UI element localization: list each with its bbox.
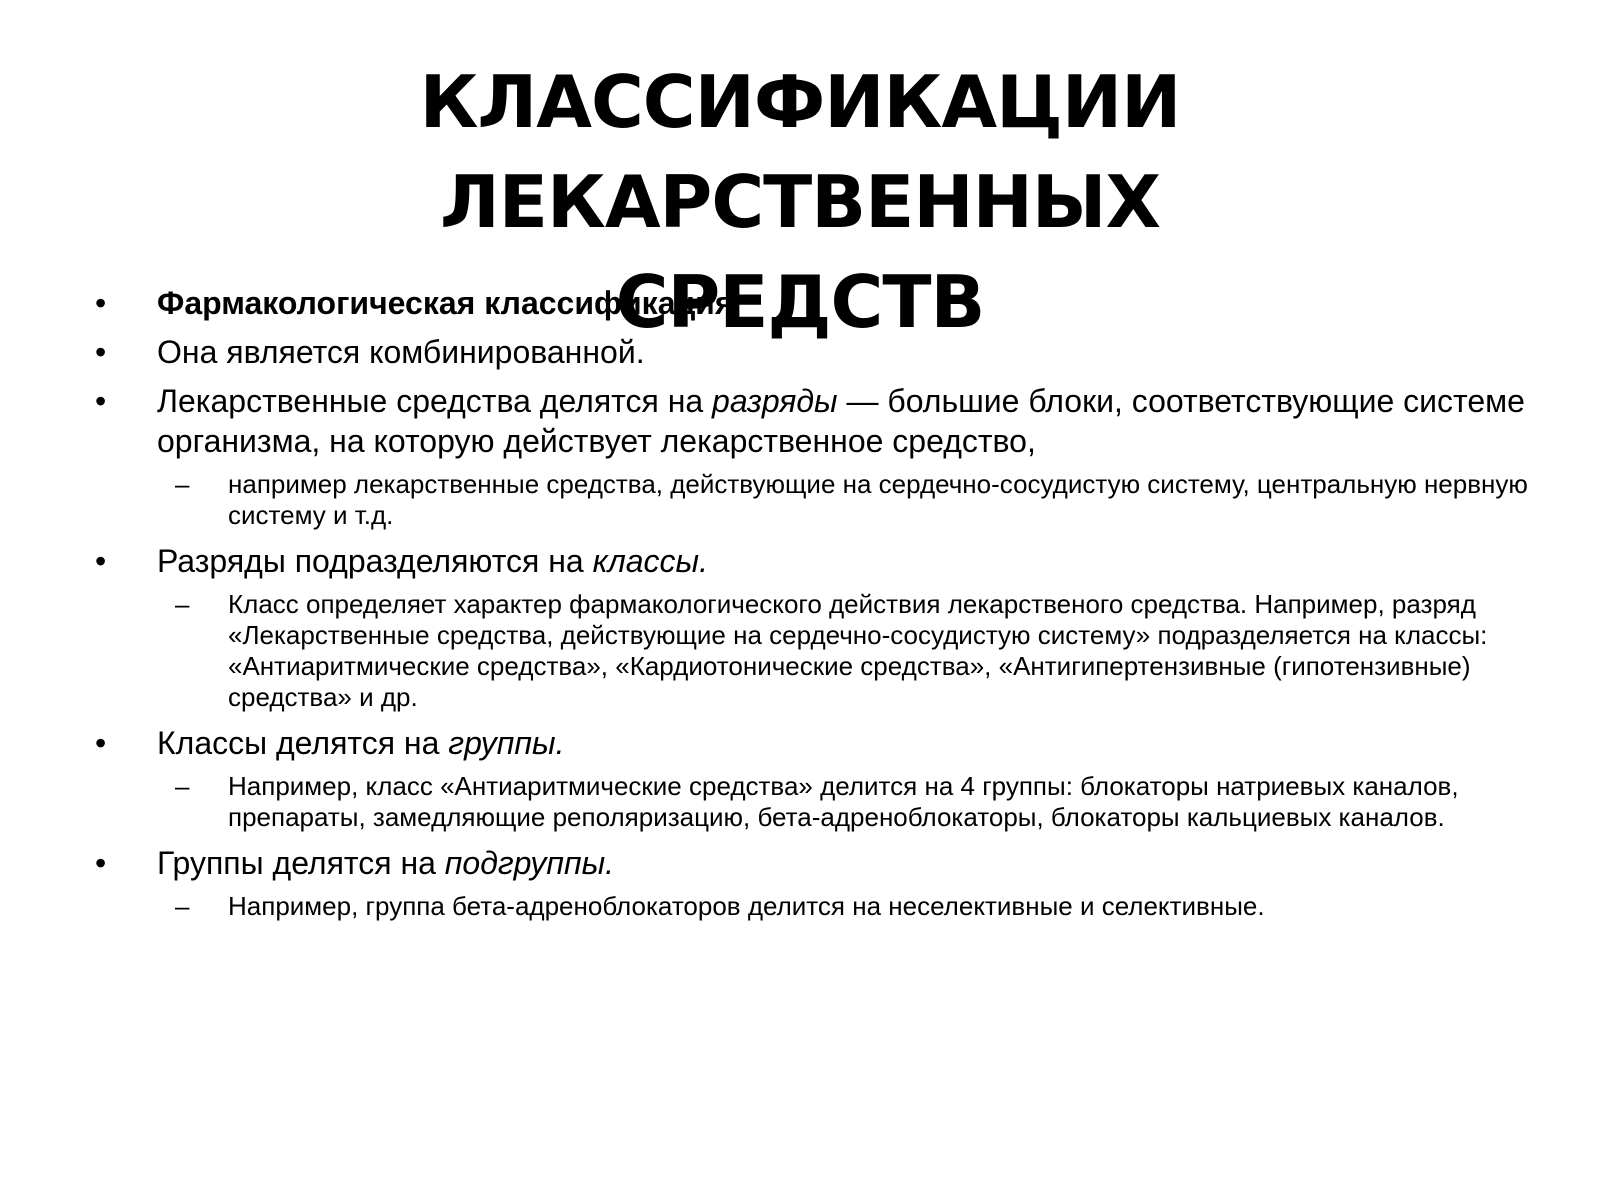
bullet-marker: •: [95, 285, 107, 321]
sub-item: [95, 469, 1535, 531]
sub-item: [95, 891, 1535, 922]
sub-item: [95, 589, 1535, 713]
bullet-marker: •: [95, 543, 107, 579]
item-text-emphasis: классы.: [592, 543, 708, 579]
sub-item-text: Например, класс «Антиаритмические средства» делится на 4 группы: блокаторы натриевых каналов, препараты, замедляющие реполяризацию, бета-адреноблокаторы, блокаторы кальциевых каналов.: [228, 771, 1459, 832]
title-line-1: КЛАССИФИКАЦИИ ЛЕКАРСТВЕННЫХ: [419, 60, 1181, 244]
title-line-2: СРЕДСТВ: [615, 260, 985, 344]
item-text-emphasis: подгруппы.: [444, 845, 615, 881]
sub-item: [95, 771, 1535, 833]
item-text: [157, 383, 1525, 459]
sub-item-text: например лекарственные средства, действующие на сердечно-сосудистую систему, центральную нервную систему и т.д.: [228, 469, 1528, 530]
sub-item-text: Класс определяет характер фармакологического действия лекарственого средства. Например, разряд «Лекарственные средства, действующие на сердечно-сосудистую систему» подразделяется на классы: «Антиаритмические средства», «Кардиотонические средства», «Антигипертензивные (гипотензивные) средства» и др.: [228, 589, 1488, 712]
list-item: [95, 723, 1535, 763]
list-item: [95, 332, 1535, 372]
dash-marker: –: [175, 891, 190, 921]
item-text: Она является комбинированной.: [157, 334, 645, 370]
sub-item-text: Например, группа бета-адреноблокаторов делится на неселективные и селективные.: [228, 891, 1265, 921]
bullet-marker: •: [95, 845, 107, 881]
item-text-emphasis: группы.: [448, 725, 565, 761]
bullet-marker: •: [95, 383, 107, 419]
bullet-marker: •: [95, 725, 107, 761]
dash-marker: –: [175, 771, 190, 801]
item-text-pre: Разряды подразделяются на: [157, 543, 593, 579]
item-text-emphasis: разряды: [712, 383, 838, 419]
list-item: [95, 381, 1535, 461]
dash-marker: –: [175, 589, 190, 619]
item-text: [157, 725, 564, 761]
item-text-pre: Группы делятся на: [157, 845, 445, 881]
item-text: [157, 543, 708, 579]
list-item: [95, 283, 1535, 323]
item-text-pre: Лекарственные средства делятся на: [157, 383, 713, 419]
item-text: Фармакологическая классификация: [157, 285, 734, 321]
list-item: [95, 843, 1535, 883]
list-item: [95, 541, 1535, 581]
item-text: [157, 845, 614, 881]
item-text-pre: Классы делятся на: [157, 725, 449, 761]
bullet-list: [95, 283, 1535, 932]
dash-marker: –: [175, 469, 190, 499]
bullet-marker: •: [95, 334, 107, 370]
item-text-post: — большие блоки, соответствующие системе организма, на которую действует лекарственное средство,: [157, 383, 1525, 459]
